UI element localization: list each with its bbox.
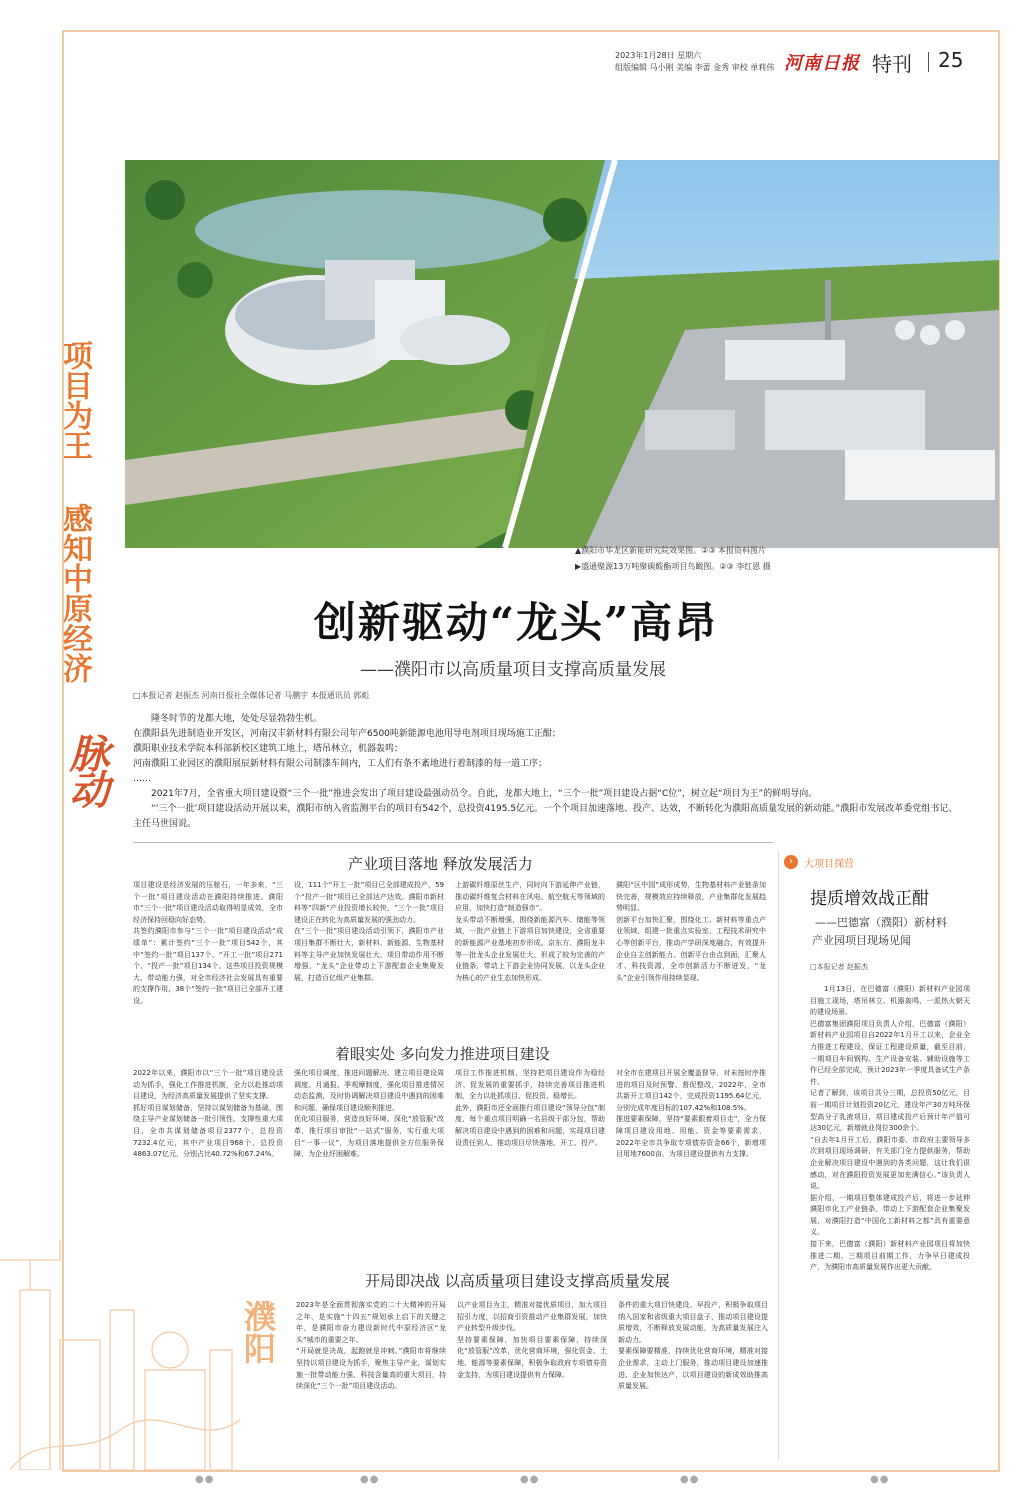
- article-intro: [133, 712, 963, 832]
- header-date: 2023年1月28日 星期六: [615, 51, 702, 60]
- intro-paragraph: 在濮阳县先进制造业开发区，河南汉丰新材料有限公司年产6500吨新能源电池用导电剂项目现场施工正酣；: [133, 729, 561, 739]
- sidebar-tag: [784, 854, 884, 870]
- caption-2: ▶盛通聚源13万吨聚碳酸酯项目鸟瞰图。②③ 李红恩 摄: [575, 562, 771, 571]
- city-label: 濮阳: [239, 1300, 277, 1364]
- footer-dots: ●●: [360, 1474, 380, 1485]
- newspaper-logo: 河南日报: [784, 53, 860, 74]
- footer-dots: ●●: [870, 1474, 890, 1485]
- article-byline: □本报记者 赵振杰 河南日报社全媒体记者 马鹏宇 本报通讯员 郭彪: [133, 691, 370, 700]
- sidebar-body: 1月13日，在巴德富（濮阳）新材料产业园项目施工现场，塔吊林立、机器轰鸣，一派热火朝天的建设场景。 巴德富集团濮阳项目负责人介绍，巴德富（濮阳）新材料产业园项目自2022年1月开工以来，企业全力推进工程建设，保证工程建设质量，截至目前，一期项目车间钢构、生产设备安装、辅助设施等工作已经全部完成，预计2023年一季度具备试生产条件。 记者了解到，该项目共分三期，总投资50亿元，目前一期项目计划投资20亿元，建设年产30万吨环保型高分子乳液项目，项目建成投产后预计年产值可达30亿元，新增就业岗位300余个。 “自去年1月开工后，濮阳市委、市政府主要领导多次到项目现场调研，有关部门全力提供服务，帮助企业解决项目建设中遇到的各类问题，这让我们很感动，对在濮阳投资发展更加充满信心。”该负责人说。 据介绍，一期项目整体建成投产后，将进一步延伸濮阳市化工产业链条，带动上下游配套企业集聚发展，对濮阳打造“中国化工新材料之都”具有重要意义。 接下来，巴德富（濮阳）新材料产业园项目将加快推进二期、三期项目前期工作，力争早日建成投产，为濮阳市高质量发展作出更大贡献。: [810, 985, 970, 1272]
- city-skyline-graphic: [0, 1230, 330, 1470]
- section1-column: 项目建设是经济发展的压舱石，一年多来，“三个一批”项目建设活动在濮阳持续推进。濮阳市“三个一批”项目建设活动取得明显成效，全市经济保持回稳向好态势。 共签约濮阳市参与“三个一批”项目建设活动“成绩单”：累计签约“三个一批”项目542个，其中“签约一批”项目137个、“开工一批”项目271个、“投产一批”项目134个。这些项目投资规模大、带动能力强，对全市经济社会发展具有重要的支撑作用，38个“签约一批”项目已全部开工建设。: [133, 881, 283, 1005]
- lake: [195, 190, 555, 270]
- intro-paragraph: 河南濮阳工业园区的濮阳展辰新材料有限公司制漆车间内，工人们有条不紊地进行着制漆的每一道工序；: [133, 759, 548, 769]
- factory-hall: [725, 340, 845, 380]
- sidebar-title: 提质增效战正酣: [810, 889, 929, 909]
- sidebar-subtitle: 产业园项目现场见闻: [812, 934, 911, 947]
- section2-column: 强化项目调度，推进问题解决。建立项目建设周调度、月通报、季观摩制度，强化项目推进情况动态监测，及时协调解决项目建设中遇到的困难和问题，确保项目建设顺利推进。 优化项目服务，营造良好环境。深化“放管服”改革，推行项目审批“一站式”服务，实行重大项目“一事一议”，为项目落地提供全方位服务保障，为企业纾困解难。: [294, 1069, 444, 1159]
- article-title: 创新驱动“龙头”高昂: [313, 598, 719, 647]
- section3-column: 条件的重大项目快建设、早投产，积极争取项目纳入国家和省级重大项目盘子，推动项目建设提质增效，不断释放发展动能，为高质量发展注入新动力。 要素保障要精准，持续优化营商环境，精准对接企业需求，主动上门服务，推动项目建设加速推进、企业加快达产，以项目建设的新成效助推高质量发展。: [618, 1301, 768, 1391]
- storage-tank: [895, 320, 915, 340]
- intro-paragraph: 隆冬时节的龙都大地，处处尽显勃勃生机。: [151, 714, 323, 724]
- header-editors: 组版编辑 马小刚 美编 李蕾 金秀 审校 单莉伟: [615, 63, 775, 72]
- photo-captions: [575, 543, 771, 575]
- footer-dots: ●●: [520, 1474, 540, 1485]
- sidebar-subtitle: ——巴德富（濮阳）新材料: [815, 916, 947, 929]
- caption-1: ▲濮阳市华龙区新能研究院效果图。②③ 本报资料图片: [575, 546, 767, 555]
- section1-column: 上游碳纤维原丝生产，同时向下游延伸产业链，推动碳纤维复合材料在风电、航空航天等领域的应用，加快打造“制造强市”。 龙头带动不断增强，围绕新能源汽车、储能等领域，一批产业链上下游项目加快建设，全省重要的新能源产业基地初步形成。京东方、濮阳龙丰等一批龙头企业发展壮大，形成了较为完善的产业链条，带动上下游企业协同发展，以龙头企业为核心的产业生态加快形成。: [455, 881, 605, 982]
- section-heading-2: 着眼实处 多向发力推进项目建设: [335, 1045, 550, 1063]
- intro-paragraph: 濮阳职业技术学院本科部新校区建筑工地上，塔吊林立，机器轰鸣；: [133, 744, 404, 754]
- side-slogan-3: 脉动: [63, 733, 110, 805]
- section-heading-1: 产业项目落地 释放发展活力: [348, 855, 533, 873]
- sidebar-tag-label: 大项目探营: [804, 859, 854, 870]
- photo-illustration: [125, 160, 999, 548]
- divider: [133, 842, 773, 843]
- intro-paragraph: ……: [133, 774, 151, 784]
- intro-paragraph: 2021年7月，全省重大项目建设暨“三个一批”推进会发出了项目建设最强动员令。自此，龙都大地上，“三个一批”项目建设占据“C位”，树立起“项目为王”的鲜明导向。: [151, 789, 818, 799]
- section2-column: 项目工作推进机制，坚持把项目建设作为稳经济、促发展的重要抓手，持续完善项目推进机制，全力以赴抓项目、促投资、稳增长。 此外，濮阳市还全面推行项目建设“领导分包”制度，每个重点项目明确一名县级干部分包，帮助解决项目建设中遇到的困难和问题，实现项目建设责任到人，推动项目尽快落地、开工、投产。: [455, 1069, 605, 1147]
- chimney: [825, 280, 831, 340]
- footer-dots: ●●: [680, 1474, 700, 1485]
- side-slogan-2: 感知中原经济: [57, 503, 92, 683]
- section-name: 特刊: [872, 52, 912, 76]
- section3-column: 以产业项目为主，精准对接优质项目，加大项目招引力度，以招商引资推动产业集群发展，加快产业转型升级步伐。 坚持要素保障，加快项目要素保障，持续深化“放管服”改革，优化营商环境，强化资金、土地、能源等要素保障，积极争取政府专项债券资金支持，为项目建设提供有力保障。: [457, 1301, 607, 1379]
- section1-column: 濮阳“区中园”成形成势，生物基材料产业链条加快完善，规模效应持续释放，产业集群化发展趋势明显。 创新平台加快汇聚，围绕化工、新材料等重点产业领域，组建一批重点实验室、工程技术研究中心等创新平台，推动产学研深度融合，有效提升企业自主创新能力。创新平台由点到面，汇聚人才、科技资源，全市创新活力不断迸发，“龙头”企业引领作用持续显现。: [616, 881, 766, 982]
- header-divider: [928, 52, 929, 72]
- sidebar-byline: □本报记者 赵振杰: [810, 963, 868, 971]
- section2-column: 2022年以来，濮阳市以“三个一批”项目建设活动为抓手，强化工作推进机制，全力以赴推动项目建设，为经济高质量发展提供了坚实支撑。 抓好项目谋划储备，坚持以谋划储备为基础，围绕主导产业谋划储备一批引领性、支撑性重大项目，全市共谋划储备项目2377个，总投资7232.4亿元，其中产业项目968个，总投资4863.07亿元，分别占比40.72%和67.24%。: [133, 1069, 283, 1159]
- header-meta: [615, 50, 774, 74]
- footer-dots: ●●: [195, 1474, 215, 1485]
- section-heading-3: 开局即决战 以高质量项目建设支撑高质量发展: [365, 1272, 670, 1290]
- arrow-right-icon: ›: [784, 855, 798, 869]
- annex-building: [400, 315, 510, 365]
- section3-column: 2023年是全面贯彻落实党的二十大精神的开局之年，是实施“十四五”规划承上启下的关键之年，是濮阳市奋力建设新时代中原经济区“龙头”城市的重要之年。 “开局就是决战，起跑就是冲刺。”濮阳市将继续坚持以项目建设为抓手，聚焦主导产业，谋划实施一批带动能力强、科技含量高的重大项目，持续深化“三个一批”项目建设活动。: [296, 1301, 446, 1391]
- section1-column: 设，111个“开工一批”项目已全部建成投产，59个“投产一批”项目已全部达产达效。濮阳市新材料等“四新”产业投资增长较快，“三个一批”项目建设正在转化为高质量发展的强劲动力。 在“三个一批”项目建设活动引领下，濮阳市产业项目集群不断壮大，新材料、新能源、生物基材料等主导产业加快发展壮大，项目带动作用不断增强，“龙头”企业带动上下游配套企业集聚发展，打造百亿级产业集群。: [294, 881, 444, 982]
- photo-collage: [125, 160, 999, 548]
- intro-paragraph: “‘三个一批’项目建设活动开展以来，濮阳市纳入省监测平台的项目有542个，总投资4195.5亿元。一个个项目加速落地、投产、达效，不断转化为濮阳高质量发展的新动能。”濮阳市发展改革委党组书记、主任马世国说。: [133, 804, 958, 829]
- section2-column: 对全市在建项目开展全覆盖督导，对未按时序推进的项目及时预警、督促整改，2022年，全市共新开工项目142个，完成投资1195.64亿元，分别完成年度目标的107.42%和108.5%。 推进要素保障，坚持“要素跟着项目走”，全力保障项目建设用地、用能、资金等要素需求，2022年全市共争取专项债券资金66个，新增项目用地7600亩，为项目建设提供有力支撑。: [616, 1069, 766, 1159]
- page-number: 25: [938, 48, 964, 72]
- side-slogan-1: 项目为王: [57, 340, 92, 460]
- column-rule: [778, 850, 779, 1460]
- article-subtitle: ——濮阳市以高质量项目支撑高质量发展: [360, 660, 666, 680]
